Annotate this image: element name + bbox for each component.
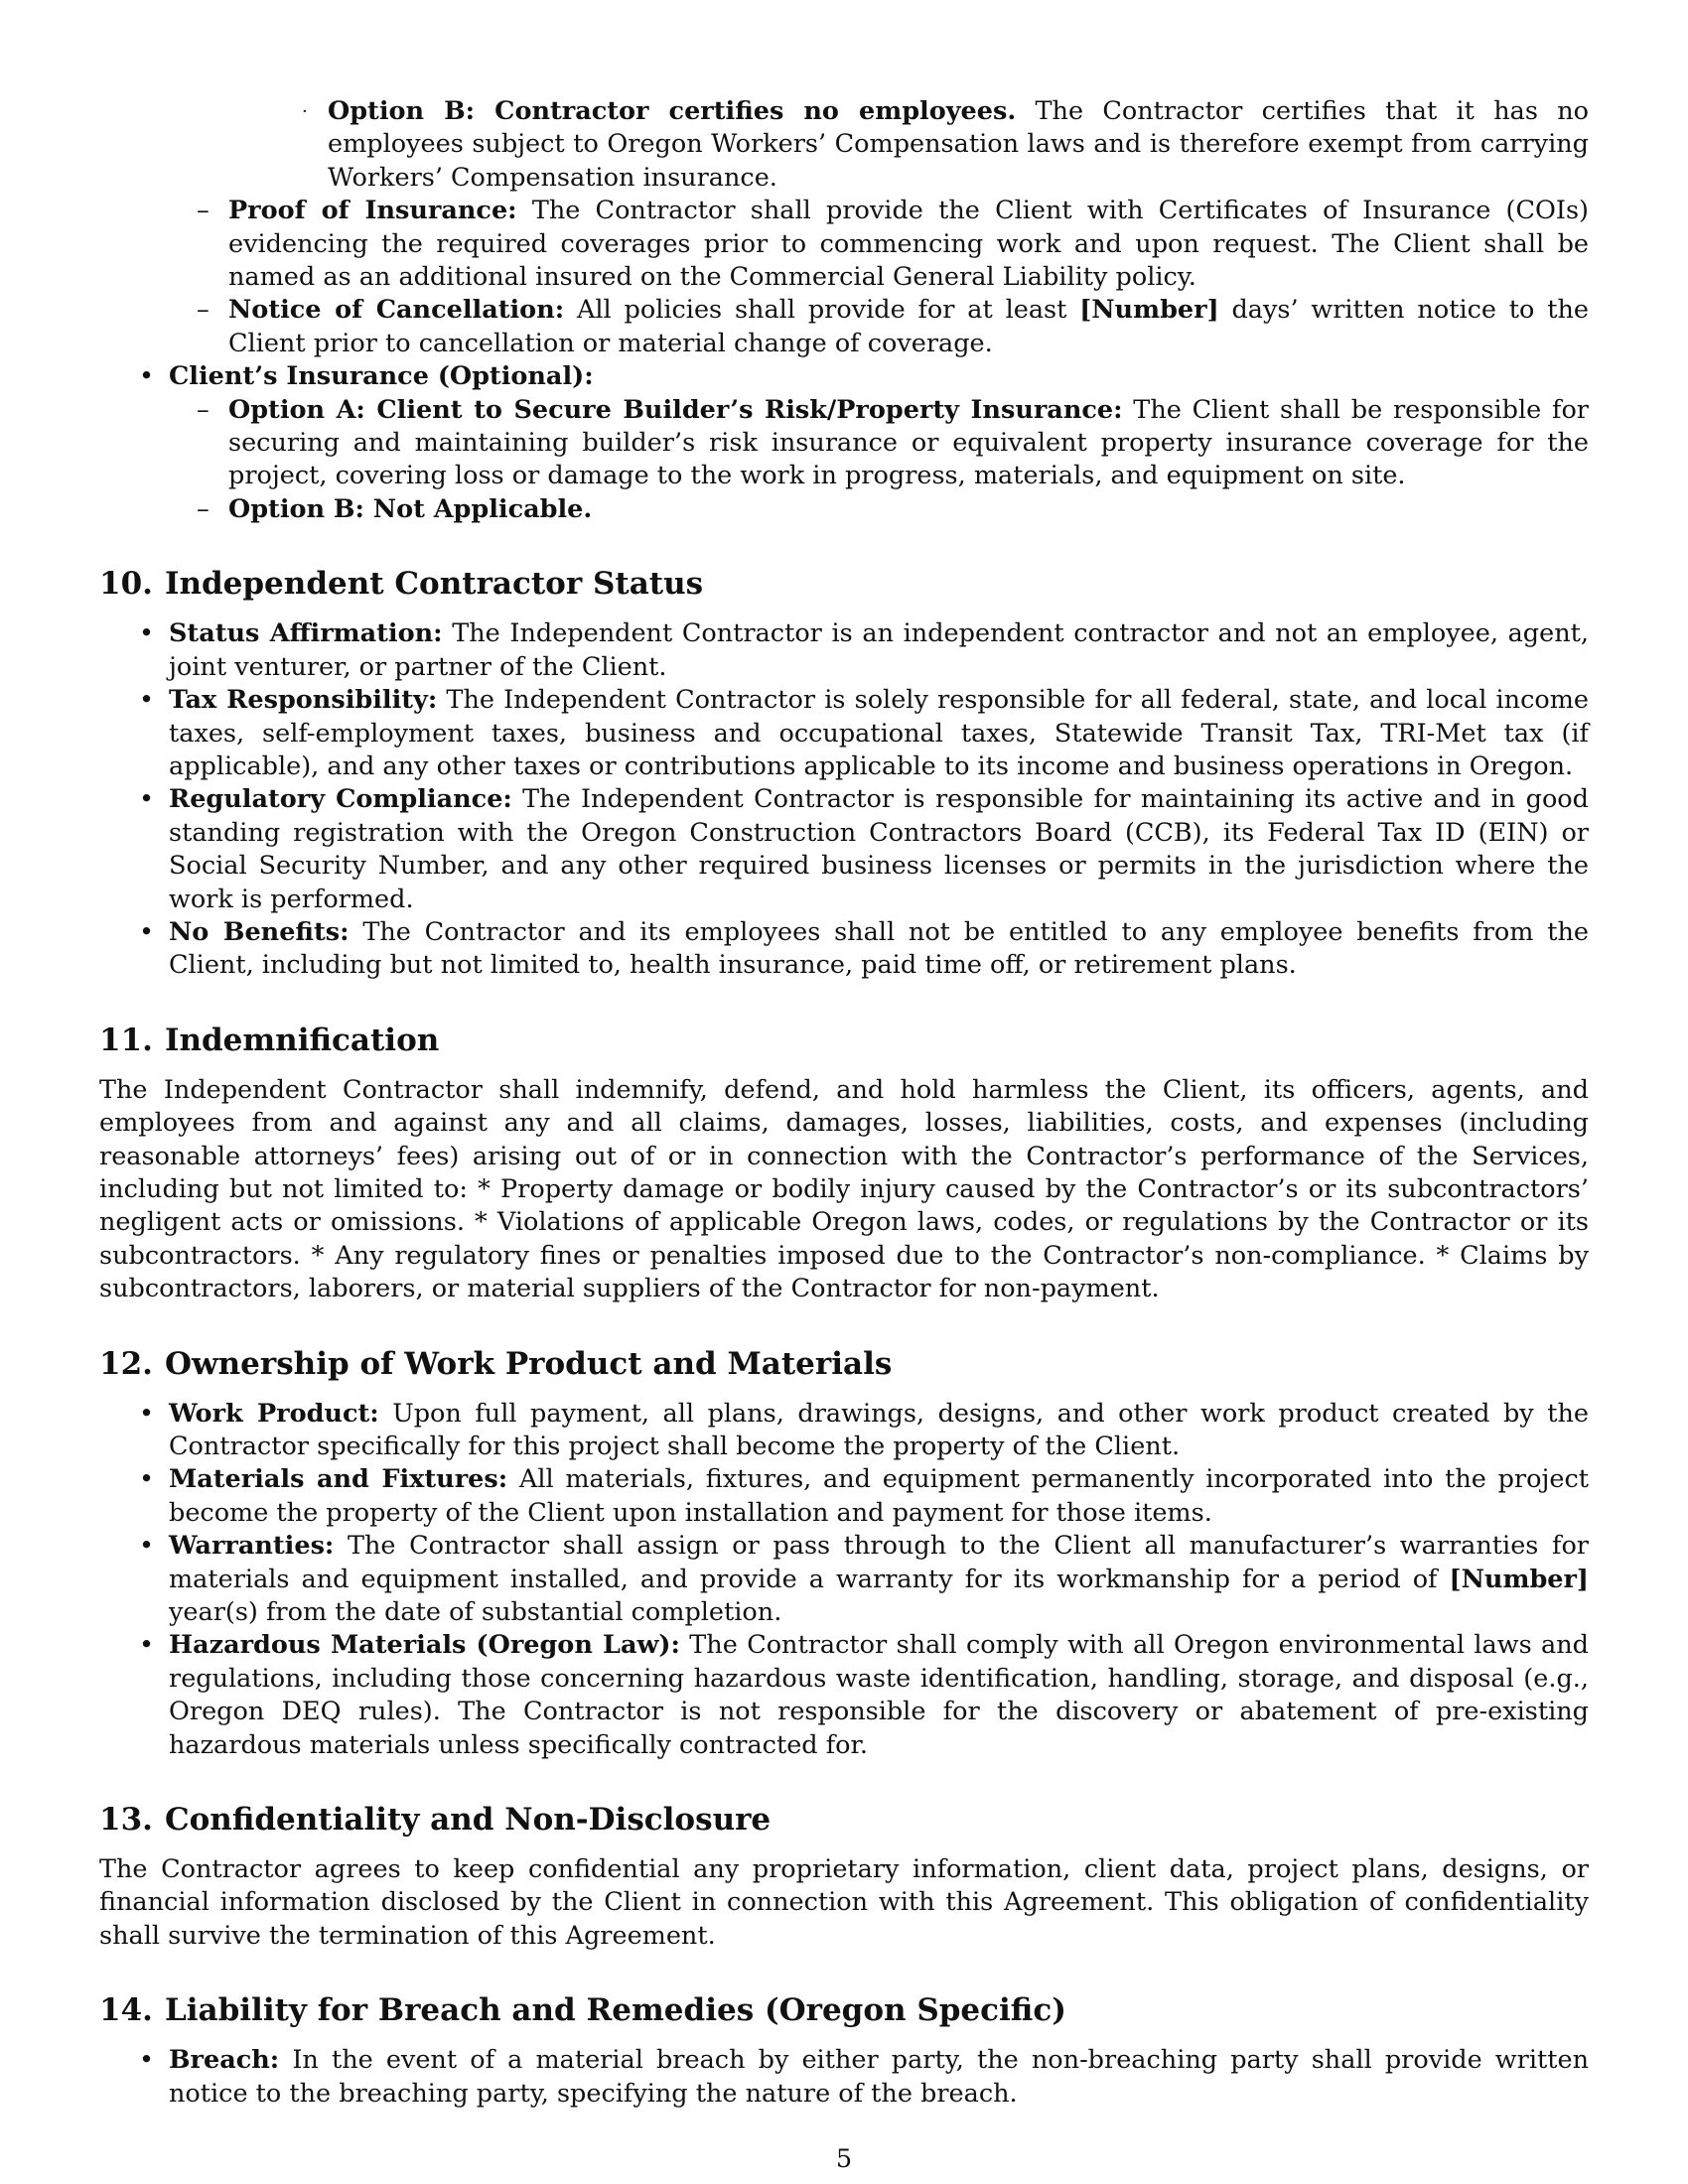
section-12-list xyxy=(99,1398,1589,1762)
indemnification-paragraph: The Independent Contractor shall indemnify, defend, and hold harmless the Client, its officers, agents, and employees from and against any and all claims, damages, losses, liabilities, costs, and expenses (including reasonable attorneys’ fees) arising out of or in connection with the Contractor’s performance of the Services, including but not limited to: * Property damage or bodily injury caused by the Contractor’s or its subcontractors’ negligent acts or omissions. * Violations of applicable Oregon laws, codes, or regulations by the Contractor or its subcontractors. * Any regulatory fines or penalties imposed due to the Contractor’s non-compliance. * Claims by subcontractors, laborers, or material suppliers of the Contractor for non-payment. xyxy=(99,1074,1589,1304)
item-title: Option B: Not Applicable. xyxy=(228,493,593,524)
item-title: Regulatory Compliance: xyxy=(169,784,512,815)
section-number: 10. xyxy=(99,566,153,603)
section-title: Indemnification xyxy=(164,1022,440,1058)
item-text: The Contractor and its employees shall not be entitled to any employee benefits from the Client, including but not limited to, health insurance, paid time off, or retirement plans. xyxy=(169,916,1590,981)
item-text: The Contractor shall comply with all Oregon environmental laws and regulations, including those concerning hazardous waste identification, handling, storage, and disposal (e.g., Oregon DEQ rules). The Contractor is not responsible for the discovery or abatement of pre-existing hazardous materials unless specifically contracted for. xyxy=(169,1630,1590,1760)
list-item xyxy=(99,195,1589,294)
section-title: Ownership of Work Product and Materials xyxy=(164,1345,893,1382)
dash-marker: – xyxy=(197,295,210,326)
section-heading-14 xyxy=(99,1990,1589,2030)
item-text: All materials, fixtures, and equipment permanently incorporated into the project become the property of the Client upon installation and payment for those items. xyxy=(169,1464,1589,1528)
confidentiality-paragraph: The Contractor agrees to keep confidential any proprietary information, client data, project plans, designs, or financial information disclosed by the Client in connection with this Agreement. This obligation of confidentiality shall survive the termination of this Agreement. xyxy=(99,1854,1589,1951)
item-text: Upon full payment, all plans, drawings, designs, and other work product created by the Contractor specifically for this project shall become the property of the Client. xyxy=(169,1398,1589,1461)
section-number: 14. xyxy=(99,1992,153,2029)
item-text: The Independent Contractor is an independent contractor and not an employee, agent, joint venturer, or partner of the Client. xyxy=(169,618,1589,682)
item-title: Tax Responsibility: xyxy=(169,685,438,716)
bullet-marker: • xyxy=(139,685,155,716)
item-title: Hazardous Materials (Oregon Law): xyxy=(169,1630,680,1661)
section-heading-10 xyxy=(99,564,1589,604)
dash-marker: – xyxy=(197,196,210,226)
document-page xyxy=(99,95,1589,2111)
section-title: Independent Contractor Status xyxy=(164,566,704,603)
list-item xyxy=(99,95,1589,195)
section-10-list xyxy=(99,617,1589,982)
bullet-marker: • xyxy=(139,784,155,815)
dash-marker: – xyxy=(197,493,210,524)
section-title: Liability for Breach and Remedies (Oregon Specific) xyxy=(164,1992,1066,2029)
number-placeholder: [Number] xyxy=(1449,1564,1589,1594)
list-item xyxy=(99,1398,1589,1464)
bullet-marker: • xyxy=(139,618,155,649)
item-title: Proof of Insurance: xyxy=(228,196,517,226)
item-title: Breach: xyxy=(169,2045,280,2076)
section-number: 12. xyxy=(99,1345,153,1382)
list-item xyxy=(99,1530,1589,1629)
item-title: Notice of Cancellation: xyxy=(228,295,565,326)
list-item xyxy=(99,783,1589,916)
section-number: 13. xyxy=(99,1802,153,1839)
item-text: The Client shall be responsible for securing and maintaining builder’s risk insurance or equivalent property insurance coverage for the project, covering loss or damage to the work in progress, materials, and equipment on site. xyxy=(228,394,1589,491)
item-title: Status Affirmation: xyxy=(169,618,443,649)
page-number: 5 xyxy=(835,2144,853,2174)
list-item xyxy=(99,916,1589,983)
item-title: Option B: Contractor certifies no employees. xyxy=(328,96,1017,126)
bullet-marker: • xyxy=(139,2045,155,2076)
item-text: All policies shall provide for at least xyxy=(564,295,1080,326)
item-title: Work Product: xyxy=(169,1398,379,1429)
section-number: 11. xyxy=(99,1022,153,1058)
item-title: Warranties: xyxy=(169,1531,335,1562)
number-placeholder: [Number] xyxy=(1079,295,1219,326)
section-title: Confidentiality and Non-Disclosure xyxy=(164,1802,772,1839)
item-title: Client’s Insurance (Optional): xyxy=(169,361,594,392)
item-text: In the event of a material breach by either party, the non-breaching party shall provide written notice to the breaching party, specifying the nature of the breach. xyxy=(169,2045,1589,2109)
list-item xyxy=(99,360,1589,393)
bullet-marker: • xyxy=(139,1398,155,1429)
item-text: The Contractor certifies that it has no employees subject to Oregon Workers’ Compensation laws and is therefore exempt from carrying Workers’ Compensation insurance. xyxy=(328,96,1590,193)
section-14-list xyxy=(99,2044,1589,2111)
dash-marker: – xyxy=(197,394,210,425)
item-text: The Contractor shall assign or pass through to the Client all manufacturer’s warranties for materials and equipment installed, and provide a warranty for its workmanship for a period of xyxy=(169,1531,1589,1594)
dot-marker: · xyxy=(302,101,308,122)
list-item xyxy=(99,1463,1589,1530)
bullet-marker: • xyxy=(139,1531,155,1562)
list-item xyxy=(99,493,1589,526)
list-item xyxy=(99,684,1589,783)
bullet-marker: • xyxy=(139,361,155,392)
list-item xyxy=(99,1629,1589,1762)
item-title: Materials and Fixtures: xyxy=(169,1464,508,1495)
item-text: year(s) from the date of substantial completion. xyxy=(169,1597,782,1628)
item-title: No Benefits: xyxy=(169,916,350,947)
list-item xyxy=(99,394,1589,493)
list-item xyxy=(99,294,1589,360)
bullet-marker: • xyxy=(139,1630,155,1661)
item-text: The Independent Contractor is solely responsible for all federal, state, and local income taxes, self-employment taxes, business and occupational taxes, Statewide Transit Tax, TRI-Met tax (if applicable), and any other taxes or contributions applicable to its income and business operations in Oregon. xyxy=(169,685,1589,781)
list-item xyxy=(99,617,1589,684)
item-text: The Contractor shall provide the Client with Certificates of Insurance (COIs) evidencing the required coverages prior to commencing work and upon request. The Client shall be named as an additional insured on the Commercial General Liability policy. xyxy=(228,196,1589,293)
item-title: Option A: Client to Secure Builder’s Risk/Property Insurance: xyxy=(228,394,1123,425)
bullet-marker: • xyxy=(139,916,155,947)
section-heading-13 xyxy=(99,1800,1589,1840)
insurance-list xyxy=(99,95,1589,526)
item-text: days’ written notice to the Client prior to cancellation or material change of coverage. xyxy=(228,295,1589,358)
section-heading-11 xyxy=(99,1021,1589,1060)
bullet-marker: • xyxy=(139,1464,155,1495)
item-text: The Independent Contractor is responsible for maintaining its active and in good standing registration with the Oregon Construction Contractors Board (CCB), its Federal Tax ID (EIN) or Social Security Number, and any other required business licenses or permits in the jurisdiction where the work is performed. xyxy=(169,784,1589,914)
section-heading-12 xyxy=(99,1344,1589,1384)
list-item xyxy=(99,2044,1589,2111)
